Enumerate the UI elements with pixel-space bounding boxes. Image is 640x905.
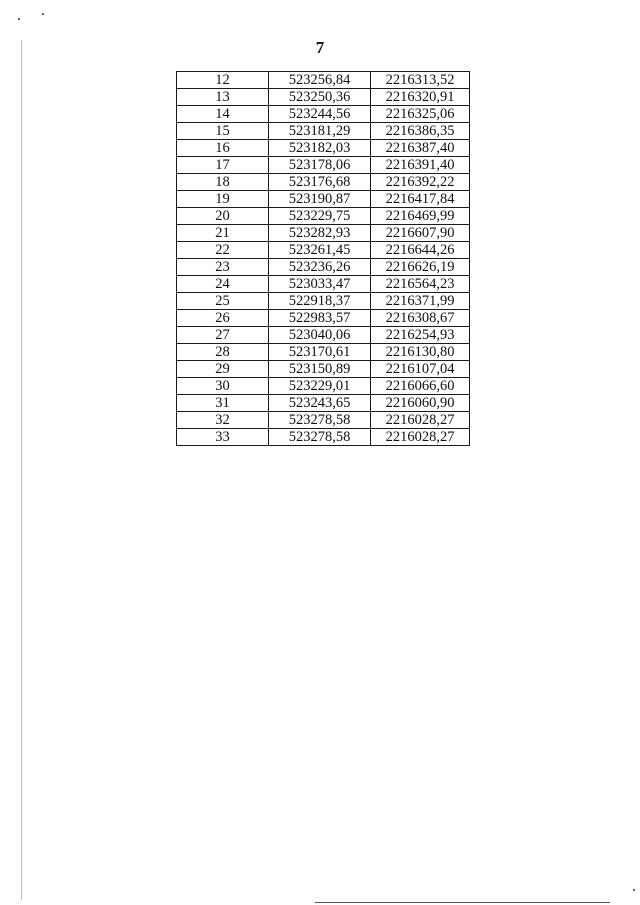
- point-number-cell: 26: [177, 310, 269, 327]
- page-number: 7: [315, 38, 325, 57]
- table-row: [177, 429, 470, 446]
- y-coordinate-cell: 2216392,22: [371, 174, 470, 191]
- point-number-cell: 21: [177, 225, 269, 242]
- x-coordinate-cell: 523243,65: [269, 395, 371, 412]
- x-coordinate-cell: 523261,45: [269, 242, 371, 259]
- point-number-cell: 17: [177, 157, 269, 174]
- y-coordinate-cell: 2216320,91: [371, 89, 470, 106]
- point-number-cell: 20: [177, 208, 269, 225]
- scan-speck: [18, 18, 20, 20]
- point-number-cell: 24: [177, 276, 269, 293]
- x-coordinate-cell: 523256,84: [269, 72, 371, 89]
- table-row: [177, 157, 470, 174]
- x-coordinate-cell: 523170,61: [269, 344, 371, 361]
- y-coordinate-cell: 2216626,19: [371, 259, 470, 276]
- y-coordinate-cell: 2216028,27: [371, 412, 470, 429]
- y-coordinate-cell: 2216644,26: [371, 242, 470, 259]
- y-coordinate-cell: 2216386,35: [371, 123, 470, 140]
- point-number-cell: 15: [177, 123, 269, 140]
- x-coordinate-cell: 523190,87: [269, 191, 371, 208]
- point-number-cell: 30: [177, 378, 269, 395]
- y-coordinate-cell: 2216254,93: [371, 327, 470, 344]
- table-row: [177, 89, 470, 106]
- coordinates-table-body: [177, 72, 470, 446]
- x-coordinate-cell: 522983,57: [269, 310, 371, 327]
- table-row: [177, 361, 470, 378]
- x-coordinate-cell: 523178,06: [269, 157, 371, 174]
- y-coordinate-cell: 2216564,23: [371, 276, 470, 293]
- point-number-cell: 27: [177, 327, 269, 344]
- table-row: [177, 72, 470, 89]
- table-row: [177, 123, 470, 140]
- y-coordinate-cell: 2216391,40: [371, 157, 470, 174]
- point-number-cell: 14: [177, 106, 269, 123]
- point-number-cell: 29: [177, 361, 269, 378]
- y-coordinate-cell: 2216060,90: [371, 395, 470, 412]
- y-coordinate-cell: 2216325,06: [371, 106, 470, 123]
- y-coordinate-cell: 2216387,40: [371, 140, 470, 157]
- table-row: [177, 276, 470, 293]
- scan-edge-line: [21, 40, 22, 900]
- table-row: [177, 378, 470, 395]
- table-row: [177, 174, 470, 191]
- point-number-cell: 23: [177, 259, 269, 276]
- point-number-cell: 22: [177, 242, 269, 259]
- x-coordinate-cell: 523250,36: [269, 89, 371, 106]
- table-row: [177, 412, 470, 429]
- table-row: [177, 208, 470, 225]
- x-coordinate-cell: 523282,93: [269, 225, 371, 242]
- table-row: [177, 344, 470, 361]
- table-row: [177, 106, 470, 123]
- point-number-cell: 33: [177, 429, 269, 446]
- y-coordinate-cell: 2216066,60: [371, 378, 470, 395]
- x-coordinate-cell: 523229,01: [269, 378, 371, 395]
- x-coordinate-cell: 523040,06: [269, 327, 371, 344]
- x-coordinate-cell: 523236,26: [269, 259, 371, 276]
- point-number-cell: 28: [177, 344, 269, 361]
- table-row: [177, 293, 470, 310]
- table-row: [177, 140, 470, 157]
- y-coordinate-cell: 2216417,84: [371, 191, 470, 208]
- y-coordinate-cell: 2216028,27: [371, 429, 470, 446]
- x-coordinate-cell: 523150,89: [269, 361, 371, 378]
- x-coordinate-cell: 522918,37: [269, 293, 371, 310]
- point-number-cell: 12: [177, 72, 269, 89]
- x-coordinate-cell: 523033,47: [269, 276, 371, 293]
- point-number-cell: 18: [177, 174, 269, 191]
- y-coordinate-cell: 2216107,04: [371, 361, 470, 378]
- table-row: [177, 327, 470, 344]
- y-coordinate-cell: 2216469,99: [371, 208, 470, 225]
- table-row: [177, 395, 470, 412]
- x-coordinate-cell: 523244,56: [269, 106, 371, 123]
- scan-speck: [42, 13, 44, 15]
- coordinates-table: [176, 71, 470, 446]
- y-coordinate-cell: 2216308,67: [371, 310, 470, 327]
- x-coordinate-cell: 523181,29: [269, 123, 371, 140]
- table-row: [177, 242, 470, 259]
- point-number-cell: 32: [177, 412, 269, 429]
- y-coordinate-cell: 2216313,52: [371, 72, 470, 89]
- point-number-cell: 25: [177, 293, 269, 310]
- table-row: [177, 310, 470, 327]
- y-coordinate-cell: 2216130,80: [371, 344, 470, 361]
- scan-edge-line: [315, 902, 610, 903]
- table-row: [177, 191, 470, 208]
- point-number-cell: 31: [177, 395, 269, 412]
- table-row: [177, 259, 470, 276]
- point-number-cell: 19: [177, 191, 269, 208]
- x-coordinate-cell: 523278,58: [269, 412, 371, 429]
- x-coordinate-cell: 523278,58: [269, 429, 371, 446]
- scan-speck: [633, 889, 635, 891]
- y-coordinate-cell: 2216607,90: [371, 225, 470, 242]
- x-coordinate-cell: 523182,03: [269, 140, 371, 157]
- x-coordinate-cell: 523229,75: [269, 208, 371, 225]
- table-row: [177, 225, 470, 242]
- point-number-cell: 13: [177, 89, 269, 106]
- point-number-cell: 16: [177, 140, 269, 157]
- y-coordinate-cell: 2216371,99: [371, 293, 470, 310]
- x-coordinate-cell: 523176,68: [269, 174, 371, 191]
